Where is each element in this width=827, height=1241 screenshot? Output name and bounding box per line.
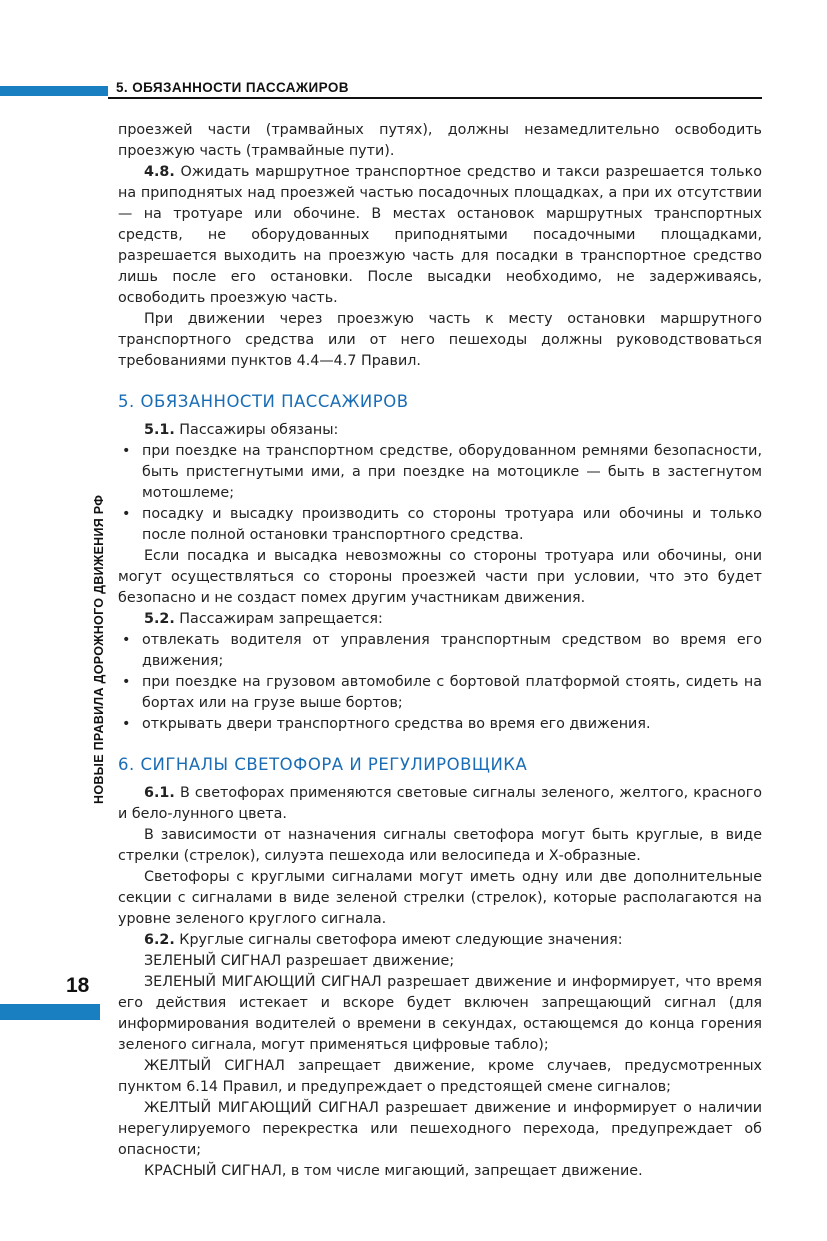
paragraph-5-2 <box>118 609 762 630</box>
list-5-1 <box>118 441 762 546</box>
paragraph-4-8-continued: При движении через проезжую часть к месту остановки маршрутного транспортного средства или от него пешеходы должны руководствоваться требованиями пунктов 4.4—4.7 Правил. <box>118 311 762 369</box>
list-item: • открывать двери транспортного средства во время его движения. <box>118 714 762 735</box>
paragraph-6-2 <box>118 930 762 951</box>
signal-yellow-flashing: ЖЕЛТЫЙ МИГАЮЩИЙ СИГНАЛ разрешает движение и информирует о наличии нерегулируемого перекрестка или пешеходного перехода, предупреждает об опасности; <box>118 1100 762 1158</box>
clause-text: Пассажиры обязаны: <box>174 422 339 438</box>
page-number-accent-bar <box>0 1004 100 1020</box>
clause-number: 6.1. <box>144 785 175 801</box>
clause-text: В светофорах применяются световые сигналы зеленого, желтого, красного и бело-лунного цвета. <box>118 785 762 822</box>
list-item: • отвлекать водителя от управления транспортным средством во время его движения; <box>118 630 762 672</box>
page-number: 18 <box>66 974 90 997</box>
clause-text: Пассажирам запрещается: <box>174 611 383 627</box>
paragraph-6-1-b: В зависимости от назначения сигналы светофора могут быть круглые, в виде стрелки (стрелок), силуэта пешехода или велосипеда и Х-образные. <box>118 827 762 864</box>
paragraph-continuation: проезжей части (трамвайных путях), должны незамедлительно освободить проезжую часть (трамвайные пути). <box>118 122 762 159</box>
list-item: • при поездке на грузовом автомобиле с бортовой платформой стоять, сидеть на бортах или на грузе выше бортов; <box>118 672 762 714</box>
clause-number: 6.2. <box>144 932 175 948</box>
clause-number: 5.2. <box>144 611 175 627</box>
page-body <box>118 120 762 1182</box>
clause-number: 4.8. <box>144 164 175 180</box>
clause-number: 5.1. <box>144 422 175 438</box>
list-5-2 <box>118 630 762 735</box>
signal-green-flashing: ЗЕЛЕНЫЙ МИГАЮЩИЙ СИГНАЛ разрешает движение и информирует, что время его действия истекает и вскоре будет включен запрещающий сигнал (для информирования водителей о времени в секундах, остающемся до конца горения зеленого сигнала, могут применяться цифровые табло); <box>118 974 762 1053</box>
clause-text: Круглые сигналы светофора имеют следующие значения: <box>174 932 623 948</box>
clause-text: Ожидать маршрутное транспортное средство и такси разрешается только на приподнятых над проезжей частью посадочных площадках, а при их отсутствии — на тротуаре или обочине. В местах остановок маршрутных транспортных средств, не оборудованных приподнятыми посадочными площадками, разрешается выходить на проезжую часть для посадки в транспортное средство лишь после его остановки. После высадки необходимо, не задерживаясь, освободить проезжую часть. <box>118 164 762 306</box>
list-item: • при поездке на транспортном средстве, оборудованном ремнями безопасности, быть пристегнутыми ими, а при поездке на мотоцикле — быть в застегнутом мотошлеме; <box>118 441 762 504</box>
paragraph-5-1-continued: Если посадка и высадка невозможны со стороны тротуара или обочины, они могут осуществляться со стороны проезжей части при условии, что это будет безопасно и не создаст помех другим участникам движения. <box>118 548 762 606</box>
header-rule <box>108 97 762 99</box>
list-item: • посадку и высадку производить со стороны тротуара или обочины и только после полной остановки транспортного средства. <box>118 504 762 546</box>
book-title-vertical: НОВЫЕ ПРАВИЛА ДОРОЖНОГО ДВИЖЕНИЯ РФ <box>92 494 106 804</box>
section-5-heading: 5. ОБЯЗАННОСТИ ПАССАЖИРОВ <box>118 392 409 411</box>
signal-red: КРАСНЫЙ СИГНАЛ, в том числе мигающий, запрещает движение. <box>144 1163 643 1179</box>
paragraph-6-1-c: Светофоры с круглыми сигналами могут иметь одну или две дополнительные секции с сигналами в виде зеленой стрелки (стрелок), которые располагаются на уровне зеленого круглого сигнала. <box>118 869 762 927</box>
running-header-title: 5. ОБЯЗАННОСТИ ПАССАЖИРОВ <box>116 80 349 95</box>
paragraph-5-1 <box>118 420 762 441</box>
paragraph-6-1 <box>118 783 762 825</box>
paragraph-4-8 <box>118 162 762 309</box>
signal-green: ЗЕЛЕНЫЙ СИГНАЛ разрешает движение; <box>144 953 455 969</box>
header-accent-bar <box>0 86 108 96</box>
signal-yellow: ЖЕЛТЫЙ СИГНАЛ запрещает движение, кроме случаев, предусмотренных пунктом 6.14 Правил, и предупреждает о предстоящей смене сигналов; <box>118 1058 762 1095</box>
section-6-heading: 6. СИГНАЛЫ СВЕТОФОРА И РЕГУЛИРОВЩИКА <box>118 755 528 774</box>
